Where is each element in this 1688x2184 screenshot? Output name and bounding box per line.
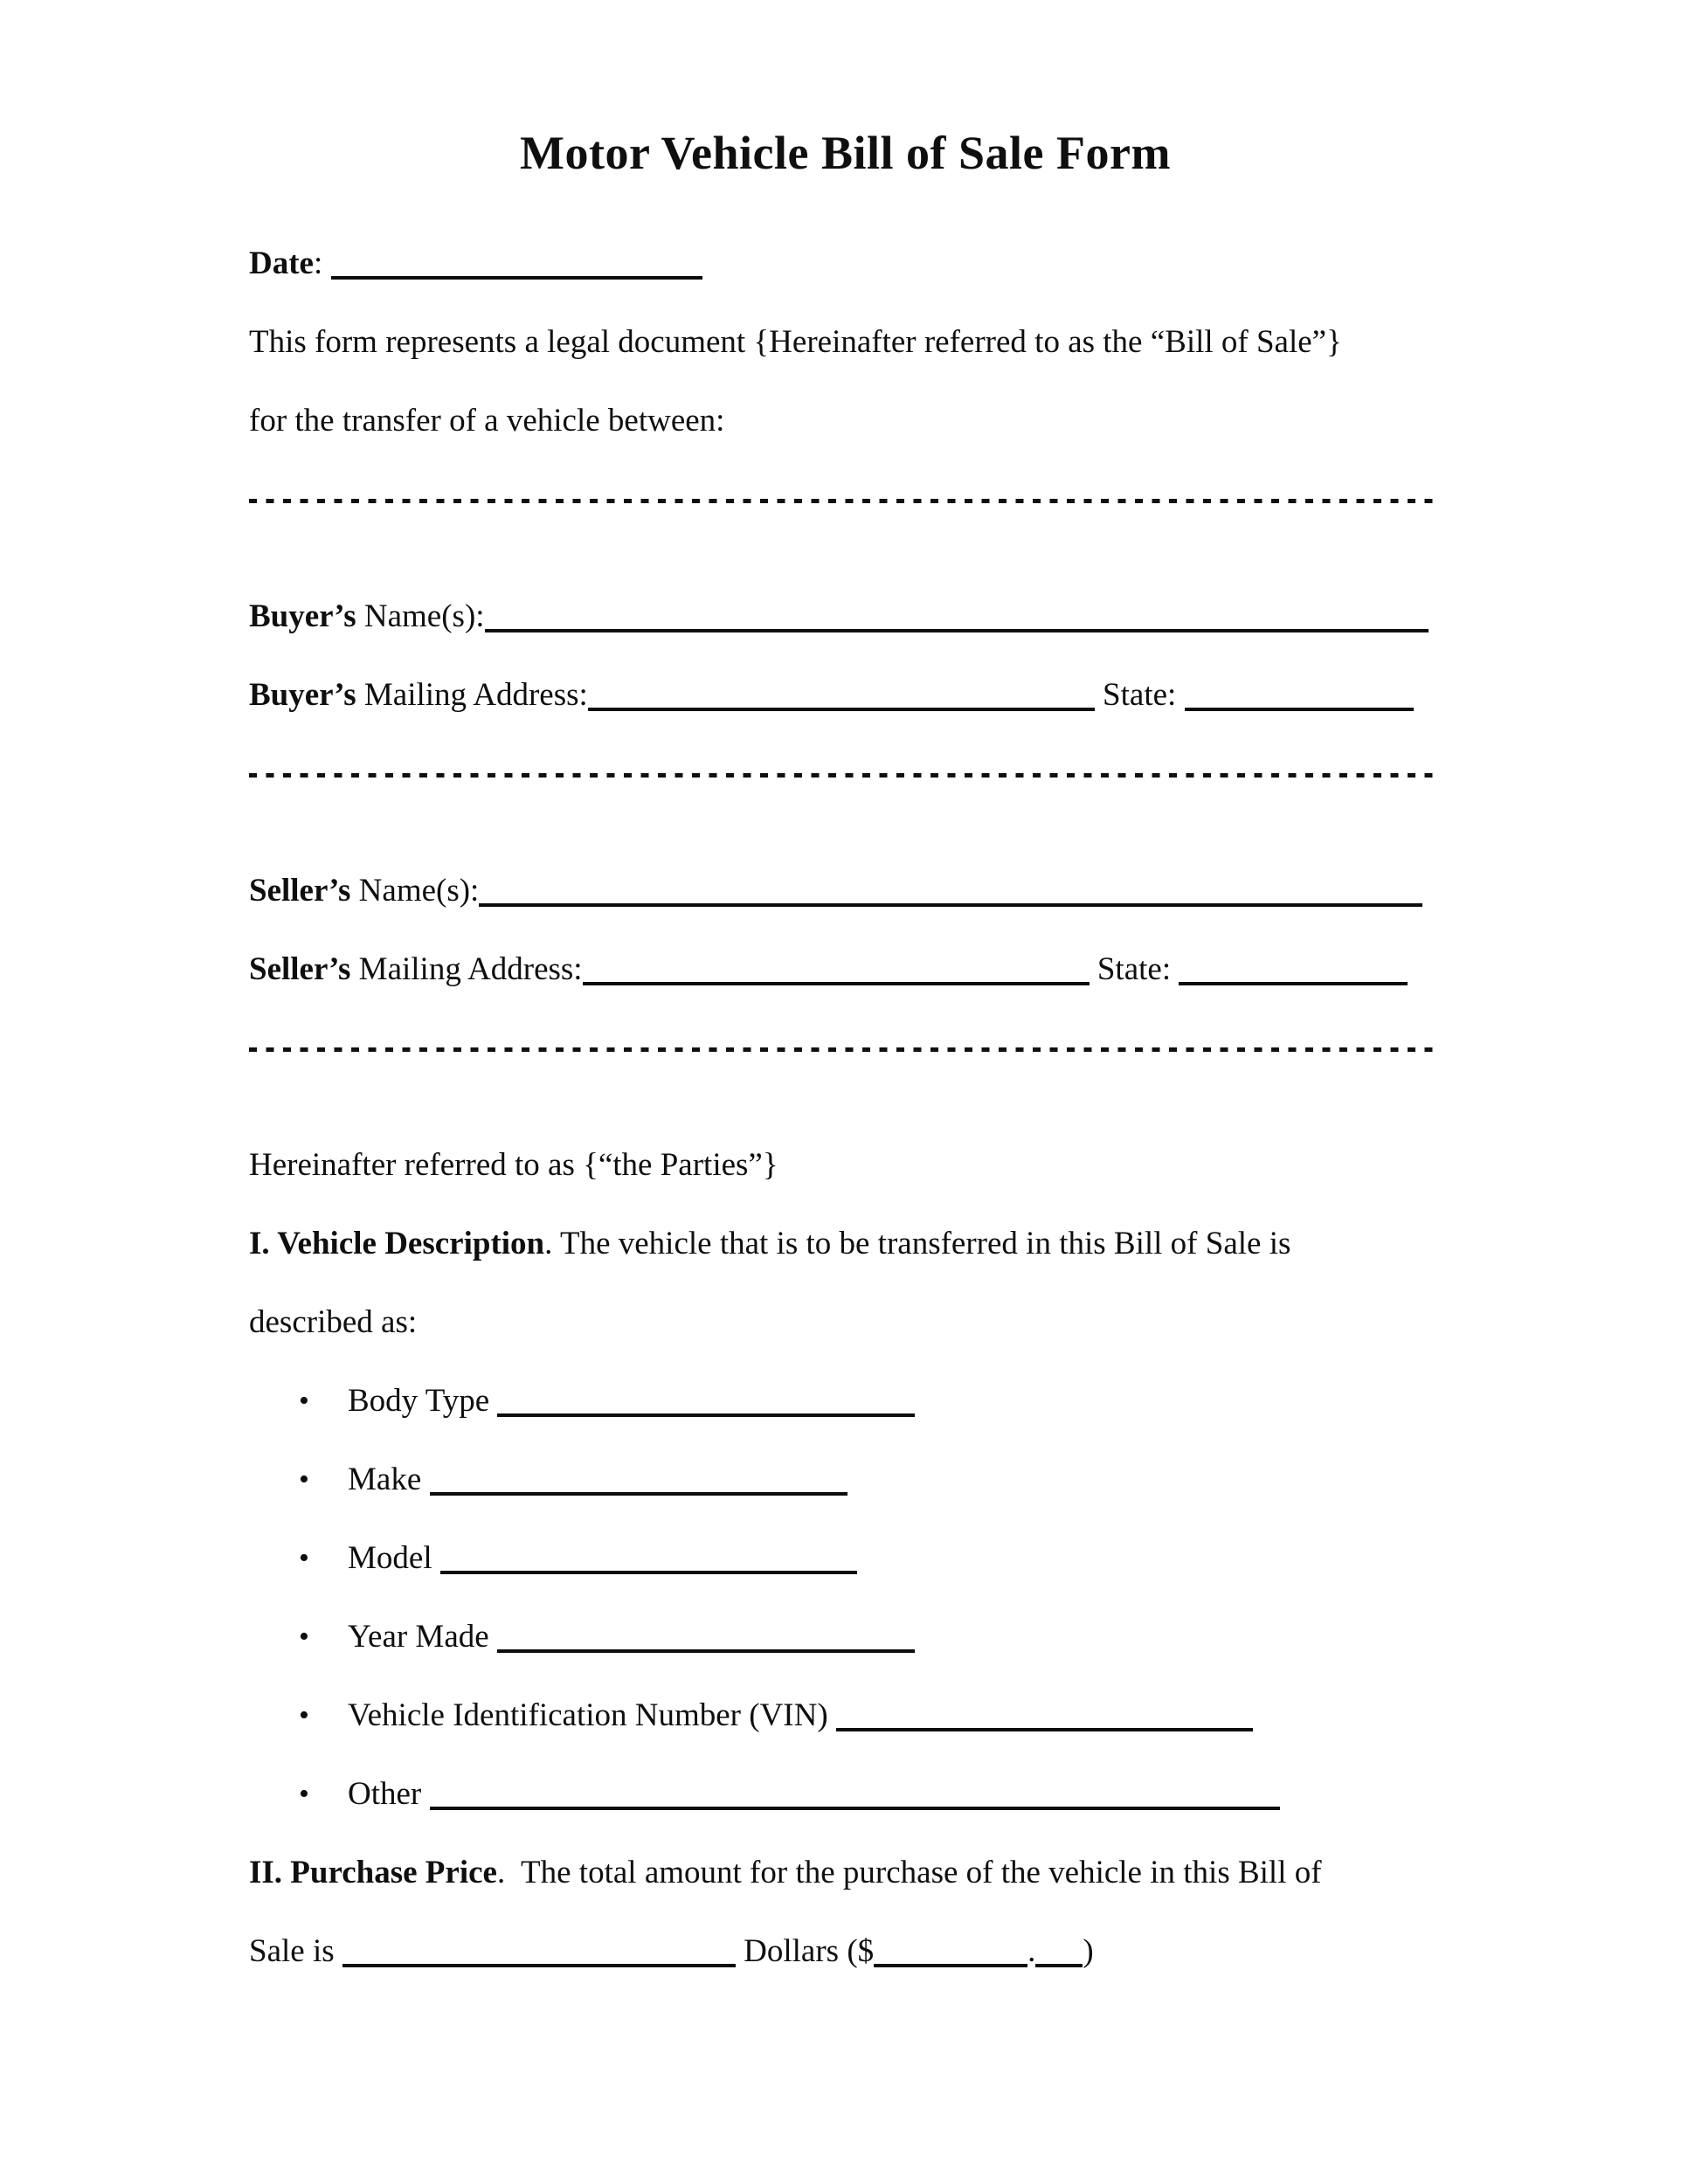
date-colon: : xyxy=(313,245,331,281)
sale-prefix: Sale is xyxy=(249,1933,335,1969)
purchase-price-heading xyxy=(249,1834,1442,1912)
seller-state-label: State: xyxy=(1097,951,1180,987)
decimal-point: . xyxy=(1027,1933,1036,1969)
seller-address-blank[interactable] xyxy=(583,982,1090,985)
amount-words-blank[interactable] xyxy=(342,1964,736,1967)
list-item-model xyxy=(249,1519,1442,1598)
vehicle-description-heading-bold: I. Vehicle Description xyxy=(249,1226,545,1261)
other-label: Other xyxy=(348,1776,422,1812)
model-blank[interactable] xyxy=(440,1571,857,1574)
vin-blank[interactable] xyxy=(836,1728,1253,1731)
intro-line-1: This form represents a legal document {Hereinafter referred to as the “Bill of Sale”} xyxy=(249,324,1342,360)
dollars-label: Dollars ($ xyxy=(744,1933,875,1969)
year-made-blank[interactable] xyxy=(497,1649,915,1653)
vehicle-description-heading-rest: . The vehicle that is to be transferred in this Bill of Sale is xyxy=(544,1226,1291,1261)
buyer-label: Buyer’s xyxy=(249,677,356,713)
bullet-icon: • xyxy=(299,1621,309,1653)
buyer-name-line xyxy=(249,577,1442,656)
purchase-price-heading-bold: II. Purchase Price xyxy=(249,1855,497,1890)
list-item-year-made xyxy=(249,1598,1442,1676)
divider-row xyxy=(249,499,1442,577)
buyer-state-label: State: xyxy=(1103,677,1185,713)
date-label: Date xyxy=(249,245,314,281)
dashed-divider xyxy=(249,1047,1442,1052)
bullet-icon: • xyxy=(299,1385,309,1417)
date-line xyxy=(249,225,1442,303)
date-blank[interactable] xyxy=(331,276,702,280)
bullet-icon: • xyxy=(299,1463,309,1496)
buyer-name-label: Name(s): xyxy=(356,598,485,634)
document-title: Motor Vehicle Bill of Sale Form xyxy=(520,127,1171,179)
model-label: Model xyxy=(348,1540,432,1576)
bullet-icon: • xyxy=(299,1778,309,1810)
buyer-state-blank[interactable] xyxy=(1185,708,1414,711)
buyer-name-blank[interactable] xyxy=(485,629,1429,632)
make-label: Make xyxy=(348,1462,422,1497)
divider-row xyxy=(249,1047,1442,1126)
described-as-line: described as: xyxy=(249,1304,418,1340)
seller-address-line xyxy=(249,930,1442,1009)
intro-line-2: for the transfer of a vehicle between: xyxy=(249,403,725,439)
list-item-vin xyxy=(249,1676,1442,1755)
seller-state-blank[interactable] xyxy=(1179,982,1408,985)
dashed-divider xyxy=(249,773,1442,778)
vehicle-description-heading xyxy=(249,1205,1442,1283)
close-paren: ) xyxy=(1083,1933,1094,1969)
year-made-label: Year Made xyxy=(348,1619,489,1655)
list-item-other xyxy=(249,1755,1442,1834)
seller-name-line xyxy=(249,852,1442,930)
purchase-price-heading-rest: . The total amount for the purchase of the vehicle in this Bill of xyxy=(496,1855,1322,1890)
vin-label: Vehicle Identification Number (VIN) xyxy=(348,1697,828,1733)
buyer-address-blank[interactable] xyxy=(588,708,1095,711)
dashed-divider xyxy=(249,499,1442,503)
buyer-address-line xyxy=(249,656,1442,735)
seller-address-label: Mailing Address: xyxy=(350,951,583,987)
make-blank[interactable] xyxy=(430,1492,847,1496)
bullet-icon: • xyxy=(299,1542,309,1574)
list-item-make xyxy=(249,1441,1442,1519)
amount-cents-blank[interactable] xyxy=(1035,1964,1083,1967)
list-item-body-type xyxy=(249,1362,1442,1441)
sale-amount-line xyxy=(249,1912,1442,1991)
body-type-blank[interactable] xyxy=(497,1413,915,1417)
amount-dollars-blank[interactable] xyxy=(874,1964,1027,1967)
buyer-label: Buyer’s xyxy=(249,598,356,634)
seller-name-label: Name(s): xyxy=(350,873,480,909)
body-type-label: Body Type xyxy=(348,1383,490,1419)
parties-line: Hereinafter referred to as {“the Parties”} xyxy=(249,1147,778,1183)
document-body xyxy=(249,225,1442,1991)
divider-row xyxy=(249,773,1442,852)
bullet-icon: • xyxy=(299,1699,309,1731)
seller-label: Seller’s xyxy=(249,951,351,987)
buyer-address-label: Mailing Address: xyxy=(356,677,588,713)
seller-label: Seller’s xyxy=(249,873,351,909)
other-blank[interactable] xyxy=(430,1807,1280,1810)
seller-name-blank[interactable] xyxy=(479,903,1422,907)
